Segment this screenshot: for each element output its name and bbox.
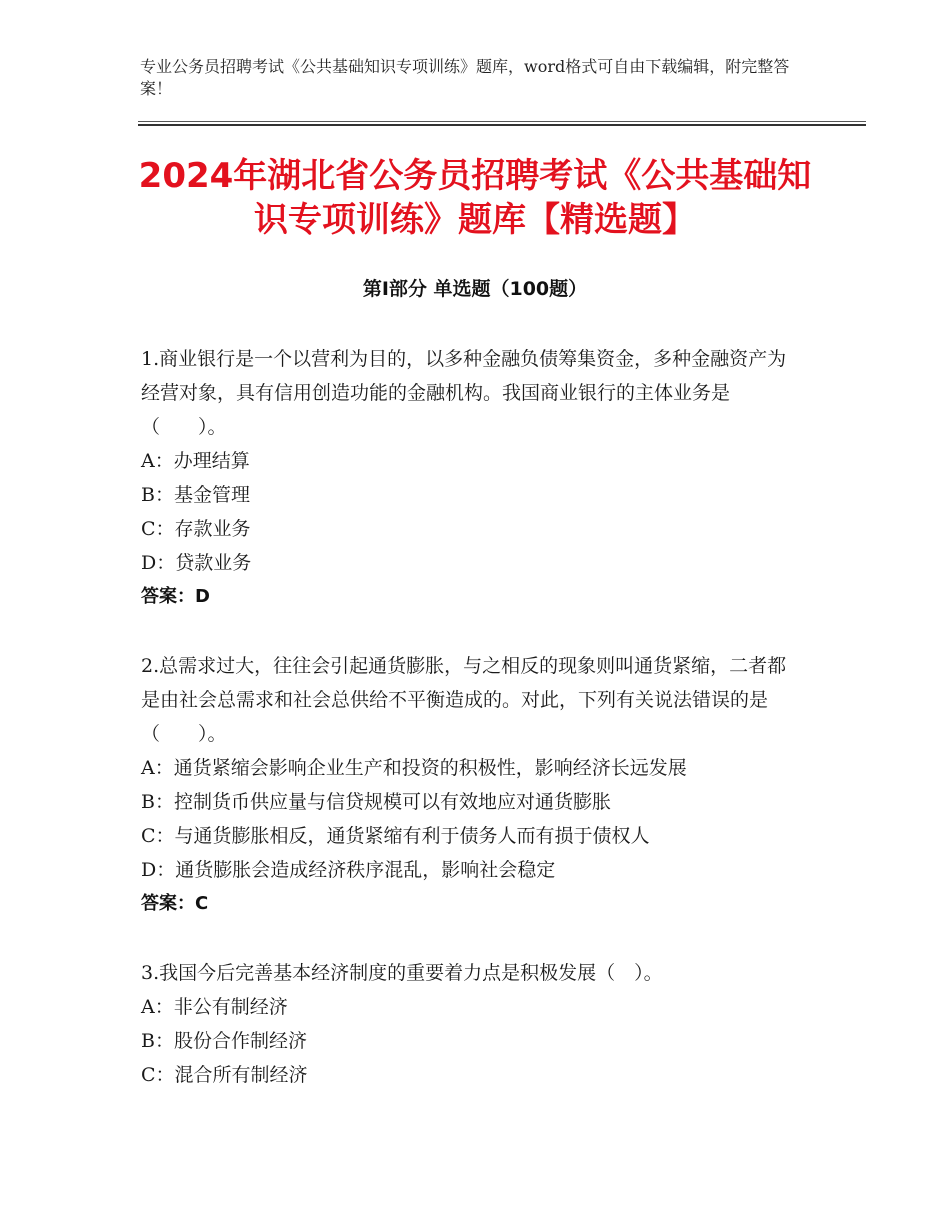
option-a: A：通货紧缩会影响企业生产和投资的积极性，影响经济长远发展: [141, 757, 687, 779]
option-a: A：非公有制经济: [141, 996, 288, 1018]
option-a: A：办理结算: [141, 450, 250, 472]
option-d: D：通货膨胀会造成经济秩序混乱，影响社会稳定: [141, 859, 556, 881]
question-stem: 2.总需求过大，往往会引起通货膨胀，与之相反的现象则叫通货紧缩，二者都是由社会总需求和社会总供给不平衡造成的。对此，下列有关说法错误的是（ ）。: [141, 655, 787, 745]
question-3: [141, 956, 801, 1092]
option-c: C：存款业务: [141, 518, 251, 540]
header-divider-thick: [138, 124, 866, 126]
option-b: B：股份合作制经济: [141, 1030, 307, 1052]
option-c: C：与通货膨胀相反，通货紧缩有利于债务人而有损于债权人: [141, 825, 650, 847]
header-note: 专业公务员招聘考试《公共基础知识专项训练》题库，word格式可自由下载编辑，附完整答案！: [140, 57, 790, 98]
answer: 答案：D: [141, 586, 210, 607]
section-title: 第Ⅰ部分 单选题（100题）: [362, 278, 588, 300]
document-title: 2024年湖北省公务员招聘考试《公共基础知识专项训练》题库【精选题】: [138, 156, 812, 240]
header-divider: [138, 121, 866, 122]
option-b: B：控制货币供应量与信贷规模可以有效地应对通货膨胀: [141, 791, 611, 813]
answer: 答案：C: [141, 893, 209, 914]
option-d: D：贷款业务: [141, 552, 252, 574]
question-1: [141, 342, 801, 614]
question-stem: 1.商业银行是一个以营利为目的，以多种金融负债筹集资金，多种金融资产为经营对象，具有信用创造功能的金融机构。我国商业银行的主体业务是（ ）。: [141, 348, 787, 438]
question-stem: 3.我国今后完善基本经济制度的重要着力点是积极发展（ ）。: [141, 962, 663, 984]
question-2: [141, 649, 801, 921]
option-c: C：混合所有制经济: [141, 1064, 308, 1086]
option-b: B：基金管理: [141, 484, 250, 506]
